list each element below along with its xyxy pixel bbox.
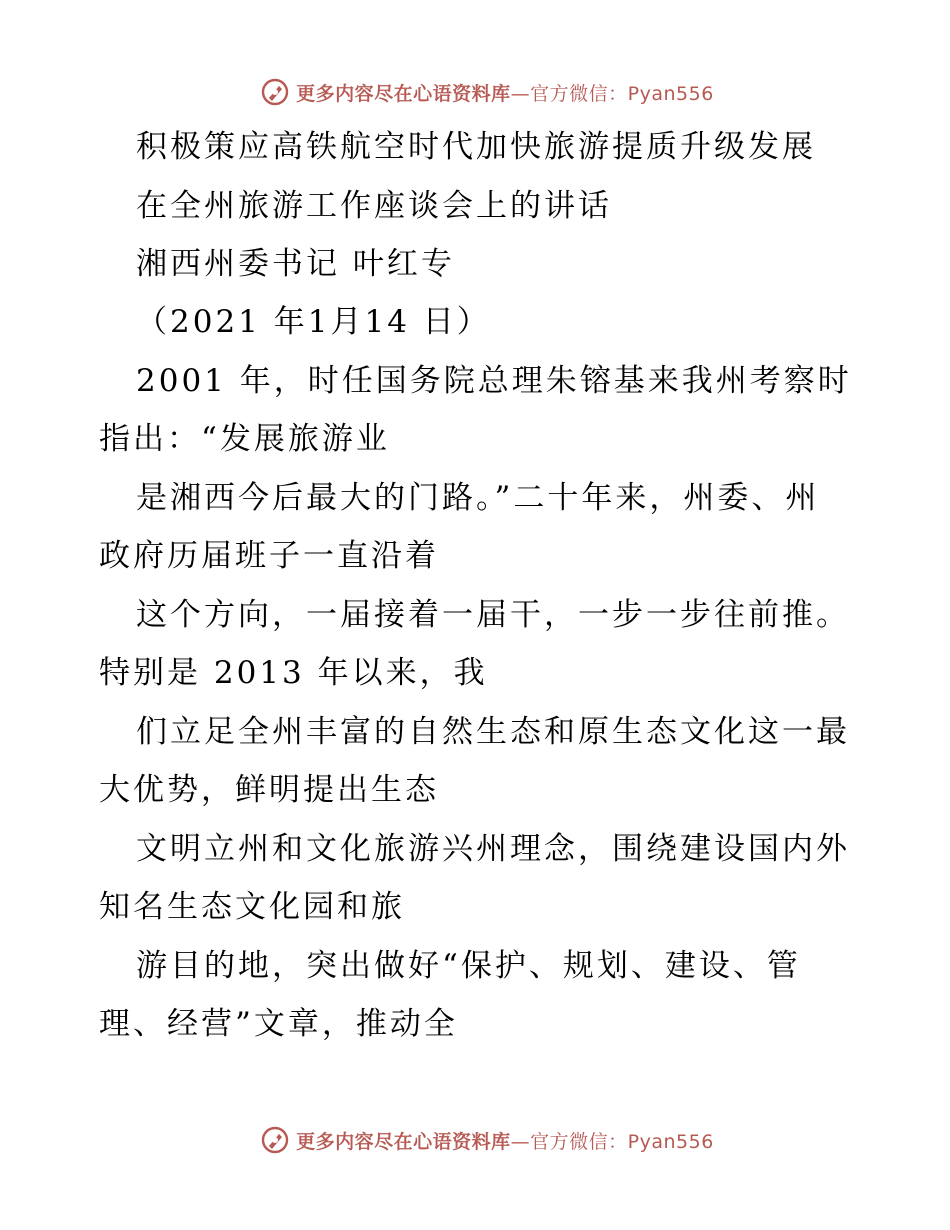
paragraph-line: 指出：“发展旅游业 xyxy=(99,421,390,457)
paragraph-line: 文明立州和文化旅游兴州理念，围绕建设国内外 xyxy=(136,831,850,867)
paragraph-line: 理、经营”文章，推动全 xyxy=(99,1006,458,1042)
footer-watermark xyxy=(0,1120,950,1160)
document-date: （2021 年1月14 日） xyxy=(136,304,491,340)
header-watermark xyxy=(0,72,950,112)
paragraph-line: 特别是 2013 年以来，我 xyxy=(99,655,488,691)
watermark-text: 更多内容尽在心语资料库—官方微信：Pyan556 xyxy=(296,1130,714,1153)
watermark-text: 更多内容尽在心语资料库—官方微信：Pyan556 xyxy=(296,82,714,105)
paragraph-line: 知名生态文化园和旅 xyxy=(99,889,405,925)
document-author: 湘西州委书记 叶红专 xyxy=(136,246,455,282)
paragraph-line: 是湘西今后最大的门路。”二十年来，州委、州 xyxy=(136,480,820,516)
paragraph-line: 2001 年，时任国务院总理朱镕基来我州考察时 xyxy=(136,363,852,399)
paragraph-line: 游目的地，突出做好“保护、规划、建设、管 xyxy=(136,948,801,984)
paragraph-line: 政府历届班子一直沿着 xyxy=(99,538,439,574)
document-subtitle: 在全州旅游工作座谈会上的讲话 xyxy=(136,188,612,224)
paragraph-line: 这个方向，一届接着一届干，一步一步往前推。 xyxy=(136,597,850,633)
paragraph-line: 们立足全州丰富的自然生态和原生态文化这一最 xyxy=(136,714,850,750)
circle-pen-logo-icon xyxy=(260,77,290,107)
circle-pen-logo-icon xyxy=(260,1125,290,1155)
document-title: 积极策应高铁航空时代加快旅游提质升级发展 xyxy=(136,129,816,165)
paragraph-line: 大优势，鲜明提出生态 xyxy=(99,772,439,808)
